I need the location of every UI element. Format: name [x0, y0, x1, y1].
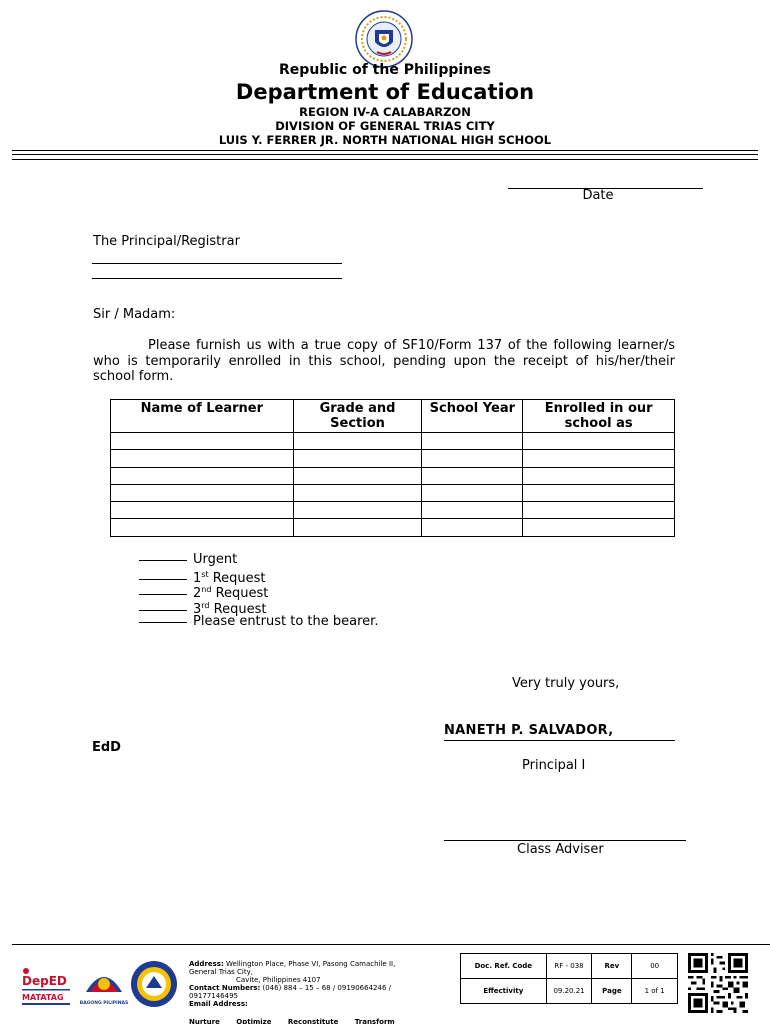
address-line: Cavite, Philippines 4107 — [236, 976, 321, 984]
table-cell[interactable] — [422, 484, 523, 501]
logo-text: BAGONG PILIPINAS — [80, 1001, 128, 1006]
table-header-row — [111, 400, 675, 433]
table-cell[interactable] — [523, 502, 675, 519]
doc-ref-value: RF - 038 — [546, 954, 592, 979]
footer-address-block — [189, 960, 429, 1008]
check-blank[interactable] — [139, 579, 187, 580]
option-ordinal: nd — [201, 585, 212, 594]
doc-ref-label: Doc. Ref. Code — [461, 954, 547, 979]
deped-matatag-logo — [20, 965, 72, 1009]
page-label: Page — [592, 979, 632, 1004]
table-cell[interactable] — [111, 450, 294, 467]
closing: Very truly yours, — [512, 676, 620, 691]
table-row — [461, 979, 678, 1004]
option-number: 1 — [193, 571, 202, 586]
addressee: The Principal/Registrar — [93, 234, 240, 249]
table-cell[interactable] — [111, 484, 294, 501]
address-label: Address: — [189, 960, 224, 968]
option-label: Request — [209, 602, 267, 617]
contact-label: Contact Numbers: — [189, 984, 261, 992]
signatory-suffix: EdD — [92, 740, 121, 755]
addressee-blank-line — [92, 263, 342, 264]
salutation: Sir / Madam: — [93, 307, 176, 322]
table-cell[interactable] — [293, 450, 422, 467]
table-row — [111, 519, 675, 536]
school-seal-icon — [130, 960, 178, 1008]
effectivity-label: Effectivity — [461, 979, 547, 1004]
addressee-blank-line — [92, 278, 342, 279]
table-cell[interactable] — [293, 433, 422, 450]
header-divider — [12, 150, 758, 151]
option-number: 2 — [193, 586, 202, 601]
logo-text: DepED — [22, 974, 67, 988]
signature-line — [444, 740, 675, 741]
table-cell[interactable] — [293, 519, 422, 536]
footer-motto: Nurture Optimize Reconstitute Transform — [189, 1018, 395, 1024]
table-cell[interactable] — [523, 484, 675, 501]
table-row — [111, 467, 675, 484]
bagong-pilipinas-logo — [80, 962, 128, 1008]
table-cell[interactable] — [293, 502, 422, 519]
signatory-name: NANETH P. SALVADOR, — [444, 723, 614, 738]
table-cell[interactable] — [422, 467, 523, 484]
option-label: Please entrust to the bearer. — [193, 614, 379, 629]
logo-text: MATATAG — [22, 993, 64, 1002]
option-label: Request — [208, 571, 266, 586]
school-heading: LUIS Y. FERRER JR. NORTH NATIONAL HIGH SCHOOL — [218, 133, 552, 147]
footer-divider — [12, 944, 770, 945]
letter-body: Please furnish us with a true copy of SF10/Form 137 of the following learner/s who is temporarily enrolled in this school, pending upon the receipt of his/her/their school form. — [93, 338, 675, 384]
option-urgent[interactable] — [139, 552, 237, 568]
department-heading: Department of Education — [235, 80, 535, 104]
option-ordinal: rd — [201, 601, 210, 610]
table-row — [461, 954, 678, 979]
table-row — [111, 433, 675, 450]
table-cell[interactable] — [523, 433, 675, 450]
option-label: Urgent — [193, 552, 238, 567]
signatory-title: Principal I — [522, 758, 586, 773]
column-header: Name of Learner — [111, 400, 294, 433]
page-value: 1 of 1 — [632, 979, 678, 1004]
table-row — [111, 484, 675, 501]
qr-code-icon — [688, 953, 748, 1013]
table-cell[interactable] — [422, 519, 523, 536]
table-row — [111, 502, 675, 519]
email-label: Email Address: — [189, 1000, 248, 1008]
option-number: 3 — [193, 602, 202, 617]
adviser-signature-line — [444, 840, 686, 841]
table-row — [111, 450, 675, 467]
deped-seal-icon — [355, 10, 413, 68]
table-cell[interactable] — [422, 433, 523, 450]
contact-value: (046) 884 – 15 – 68 / 09190664246 / — [262, 984, 391, 992]
region-heading: REGION IV-A CALABARZON — [299, 105, 471, 119]
doc-ref-table — [460, 953, 678, 1004]
column-header: School Year — [422, 400, 523, 433]
table-cell[interactable] — [293, 467, 422, 484]
republic-heading: Republic of the Philippines — [279, 62, 491, 78]
adviser-label: Class Adviser — [517, 842, 604, 857]
table-cell[interactable] — [111, 433, 294, 450]
table-cell[interactable] — [523, 519, 675, 536]
rev-value: 00 — [632, 954, 678, 979]
header-divider — [12, 159, 758, 160]
table-cell[interactable] — [523, 450, 675, 467]
effectivity-value: 09.20.21 — [546, 979, 592, 1004]
check-blank[interactable] — [139, 622, 187, 623]
check-blank[interactable] — [139, 610, 187, 611]
header-divider — [12, 154, 758, 155]
column-header: Enrolled in our school as — [523, 400, 675, 433]
check-blank[interactable] — [139, 560, 187, 561]
learner-table — [110, 399, 675, 537]
contact-value: 09177146495 — [189, 992, 238, 1000]
table-cell[interactable] — [111, 519, 294, 536]
division-heading: DIVISION OF GENERAL TRIAS CITY — [275, 119, 495, 133]
date-label: Date — [582, 188, 614, 203]
table-cell[interactable] — [293, 484, 422, 501]
option-entrust[interactable] — [139, 614, 378, 630]
option-ordinal: st — [201, 570, 209, 579]
address-line: General Trias City, — [189, 968, 253, 976]
rev-label: Rev — [592, 954, 632, 979]
address-line: Wellington Place, Phase VI, Pasong Camachile II, — [226, 960, 396, 968]
table-cell[interactable] — [523, 467, 675, 484]
table-cell[interactable] — [422, 502, 523, 519]
table-cell[interactable] — [111, 502, 294, 519]
option-label: Request — [211, 586, 269, 601]
table-cell[interactable] — [111, 467, 294, 484]
table-cell[interactable] — [422, 450, 523, 467]
check-blank[interactable] — [139, 594, 187, 595]
column-header: Grade and Section — [293, 400, 422, 433]
